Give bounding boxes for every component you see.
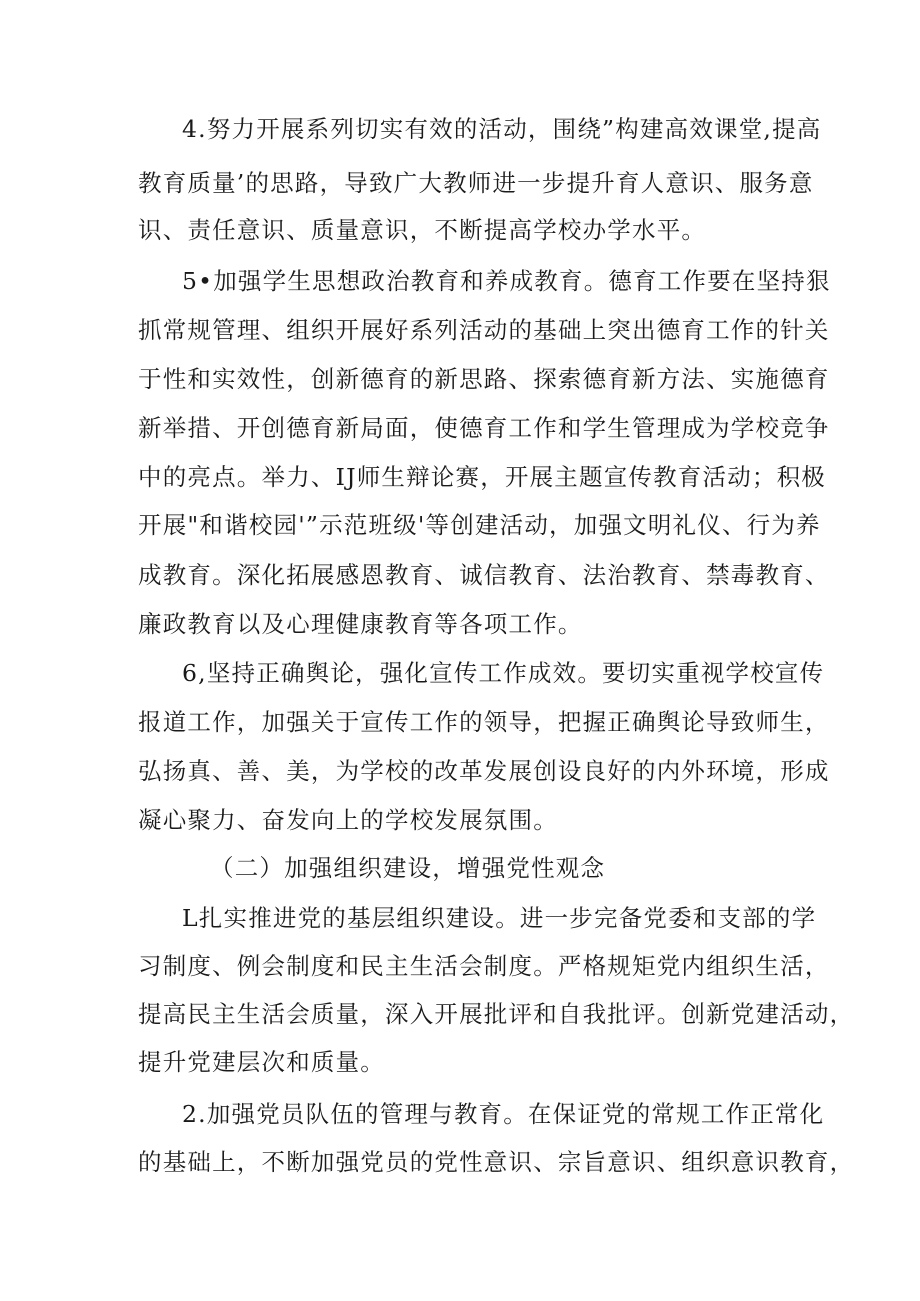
text-line: 开展"和谐校园'”示范班级'等创建活动，加强文明礼仪、行为养 xyxy=(138,511,821,539)
text-line: 弘扬真、善、美，为学校的改革发展创设良好的内外环境，形成 xyxy=(138,757,830,785)
text-line: 识、责任意识、质量意识，不断提高学校办学水平。 xyxy=(138,216,707,244)
text-line: 提升党建层次和质量。 xyxy=(138,1048,385,1076)
section-heading: （二）加强组织建设，增强党性观念 xyxy=(210,854,606,882)
text-line: 中的亮点。举力、IJ师生辩论赛，开展主题宣传教育活动；积极 xyxy=(138,463,827,491)
text-line: 教育质量’的思路，导致广大教师进一步提升育人意识、服务意 xyxy=(138,169,814,197)
text-line: 5•加强学生思想政治教育和养成教育。德育工作要在坚持狠 xyxy=(182,267,831,295)
text-line: 于性和实效性，创新德育的新思路、探索德育新方法、实施德育 xyxy=(138,365,830,393)
text-line: 廉政教育以及心理健康教育等各项工作。 xyxy=(138,610,583,638)
text-line: 4.努力开展系列切实有效的活动，围绕”构建高效课堂,提高 xyxy=(182,115,822,143)
text-line: 6,坚持正确舆论，强化宣传工作成效。要切实重视学校宣传 xyxy=(182,659,825,687)
text-line: 成教育。深化拓展感恩教育、诚信教育、法治教育、禁毒教育、 xyxy=(138,561,830,589)
text-line: 提高民主生活会质量，深入开展批评和自我批评。创新党建活动， xyxy=(138,1000,855,1028)
text-line: 2.加强党员队伍的管理与教育。在保证党的常规工作正常化 xyxy=(182,1100,825,1128)
text-line: L扎实推进党的基层组织建设。进一步完备党委和支部的学 xyxy=(182,904,817,932)
text-line: 习制度、例会制度和民主生活会制度。严格规矩党内组织生活， xyxy=(138,952,830,980)
text-line: 抓常规管理、组织开展好系列活动的基础上突出德育工作的针关 xyxy=(138,316,830,344)
text-line: 凝心聚力、奋发向上的学校发展氛围。 xyxy=(138,806,558,834)
text-line: 报道工作，加强关于宣传工作的领导，把握正确舆论导致师生， xyxy=(138,708,830,736)
text-line: 的基础上，不断加强党员的党性意识、宗旨意识、组织意识教育， xyxy=(138,1148,855,1176)
text-line: 新举措、开创德育新局面，使德育工作和学生管理成为学校竞争 xyxy=(138,414,830,442)
